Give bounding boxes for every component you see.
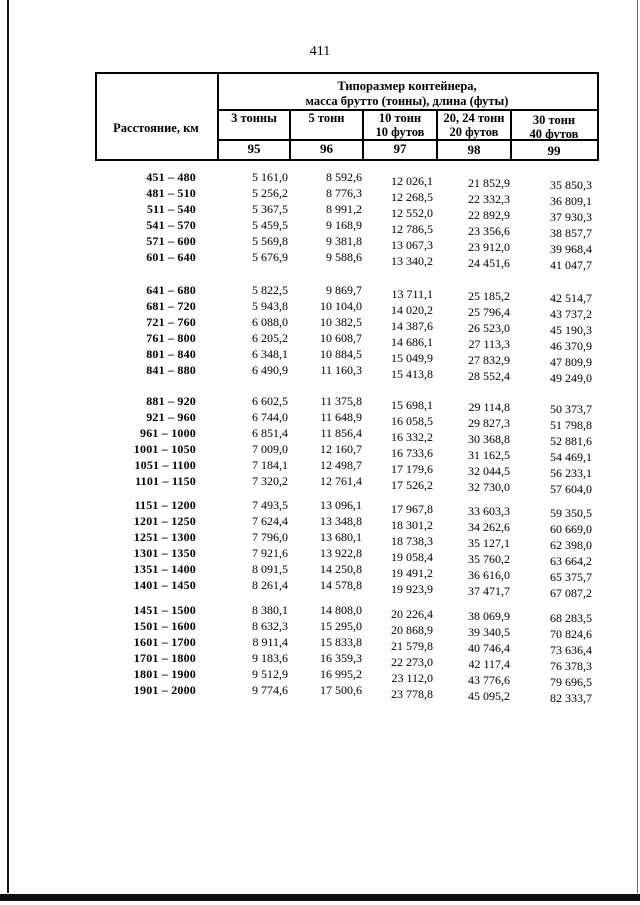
tariff-value: 9 869,7 [326,283,362,297]
column-header-3t: 3 тонны [231,111,277,125]
tariff-value: 8 592,6 [326,170,362,184]
distance-range: 1051 – 1100 [134,458,196,472]
tariff-value: 60 669,0 [550,522,592,536]
tariff-value: 57 604,0 [550,482,592,496]
tariff-value: 29 827,3 [468,416,510,430]
tariff-value: 19 923,9 [391,582,433,596]
distance-range: 541 – 570 [146,218,196,232]
distance-range: 481 – 510 [146,186,196,200]
column-code-96: 96 [320,141,333,156]
tariff-value: 14 686,1 [391,335,433,349]
tariff-value: 6 744,0 [252,410,288,424]
tariff-value: 31 162,5 [468,448,510,462]
tariff-value: 67 087,2 [550,586,592,600]
tariff-value: 10 104,0 [320,299,362,313]
distance-range: 921 – 960 [146,410,196,424]
tariff-value: 73 636,4 [550,643,592,657]
tariff-value: 13 340,2 [391,254,433,268]
tariff-value: 9 774,6 [252,683,288,697]
tariff-value: 15 833,8 [320,635,362,649]
tariff-value: 11 160,3 [320,363,362,377]
tariff-value: 76 378,3 [550,659,592,673]
tariff-value: 40 746,4 [468,641,510,655]
column-header-20t: 20, 24 тонн [443,111,505,125]
table-row [0,603,640,625]
tariff-value: 62 398,0 [550,538,592,552]
tariff-value: 21 852,9 [468,176,510,190]
table-row [0,170,640,192]
tariff-value: 6 851,4 [252,426,288,440]
column-header-10t: 10 тонн [378,111,422,125]
tariff-value: 23 356,6 [468,224,510,238]
scan-edge-bottom [0,894,640,901]
tariff-value: 16 058,5 [391,414,433,428]
column-header-30t: 30 тонн [532,113,576,127]
tariff-value: 9 183,6 [252,651,288,665]
tariff-value: 50 373,7 [550,402,592,416]
tariff-value: 12 498,7 [320,458,362,472]
table-row [0,202,640,224]
tariff-value: 54 469,1 [550,450,592,464]
tariff-value: 12 160,7 [320,442,362,456]
tariff-value: 15 413,8 [391,367,433,381]
tariff-value: 25 185,2 [468,289,510,303]
tariff-value: 10 884,5 [320,347,362,361]
tariff-value: 41 047,7 [550,258,592,272]
table-row [0,530,640,552]
tariff-value: 70 824,6 [550,627,592,641]
table-row [0,442,640,464]
tariff-value: 39 968,4 [550,242,592,256]
tariff-value: 7 796,0 [252,530,288,544]
tariff-value: 45 190,3 [550,323,592,337]
table-row [0,562,640,584]
tariff-value: 12 552,0 [391,206,433,220]
table-row [0,667,640,689]
table-row [0,514,640,536]
tariff-value: 13 711,1 [391,287,433,301]
distance-column-header: Расстояние, км [113,121,199,135]
table-row [0,234,640,256]
distance-range: 761 – 800 [146,331,196,345]
tariff-value: 18 301,2 [391,518,433,532]
tariff-value: 7 320,2 [252,474,288,488]
table-row [0,331,640,353]
tariff-value: 42 514,7 [550,291,592,305]
table-row [0,426,640,448]
tariff-value: 68 283,5 [550,611,592,625]
tariff-value: 38 857,7 [550,226,592,240]
tariff-value: 59 350,5 [550,506,592,520]
tariff-value: 16 995,2 [320,667,362,681]
table-row [0,347,640,369]
tariff-value: 12 786,5 [391,222,433,236]
tariff-value: 17 526,2 [391,478,433,492]
tariff-value: 15 049,9 [391,351,433,365]
tariff-value: 7 493,5 [252,498,288,512]
tariff-value: 35 760,2 [468,552,510,566]
distance-range: 1901 – 2000 [133,683,196,697]
tariff-value: 10 382,5 [320,315,362,329]
distance-range: 571 – 600 [146,234,196,248]
distance-range: 641 – 680 [146,283,196,297]
tariff-value: 17 500,6 [320,683,362,697]
distance-range: 721 – 760 [146,315,196,329]
tariff-value: 65 375,7 [550,570,592,584]
table-row [0,474,640,496]
tariff-value: 38 069,9 [468,609,510,623]
group-title-line1: Типоразмер контейнера, [337,79,477,93]
distance-range: 1451 – 1500 [133,603,196,617]
distance-range: 511 – 540 [146,202,196,216]
tariff-value: 8 776,3 [326,186,362,200]
tariff-value: 43 776,6 [468,673,510,687]
tariff-value: 16 332,2 [391,430,433,444]
tariff-value: 37 471,7 [468,584,510,598]
tariff-value: 23 778,8 [391,687,433,701]
tariff-value: 14 387,6 [391,319,433,333]
tariff-value: 23 112,0 [391,671,433,685]
page-number: 411 [309,44,331,59]
distance-range: 1251 – 1300 [133,530,196,544]
tariff-value: 30 368,8 [468,432,510,446]
tariff-value: 12 761,4 [320,474,362,488]
tariff-value: 33 603,3 [468,504,510,518]
tariff-value: 13 096,1 [320,498,362,512]
tariff-value: 15 295,0 [320,619,362,633]
column-code-97: 97 [393,141,407,156]
tariff-value: 8 991,2 [326,202,362,216]
tariff-value: 82 333,7 [550,691,592,705]
tariff-value: 14 250,8 [320,562,362,576]
tariff-value: 7 184,1 [252,458,288,472]
table-row [0,546,640,568]
tariff-value: 13 922,8 [320,546,362,560]
distance-range: 1601 – 1700 [133,635,196,649]
distance-range: 1701 – 1800 [133,651,196,665]
tariff-value: 20 226,4 [391,607,433,621]
table-row [0,394,640,416]
tariff-value: 15 698,1 [391,398,433,412]
tariff-value: 6 602,5 [252,394,288,408]
distance-range: 451 – 480 [146,170,196,184]
tariff-value: 45 095,2 [468,689,510,703]
tariff-value: 13 067,3 [391,238,433,252]
tariff-value: 9 168,9 [326,218,362,232]
tariff-value: 17 967,8 [391,502,433,516]
tariff-value: 47 809,9 [550,355,592,369]
tariff-value: 11 856,4 [320,426,362,440]
tariff-value: 22 892,9 [468,208,510,222]
table-row [0,283,640,305]
tariff-value: 7 009,0 [252,442,288,456]
tariff-value: 22 273,0 [391,655,433,669]
table-row [0,635,640,657]
table-row [0,250,640,272]
tariff-value: 5 569,8 [252,234,288,248]
tariff-value: 7 624,4 [252,514,288,528]
tariff-value: 6 348,1 [252,347,288,361]
distance-range: 801 – 840 [146,347,196,361]
column-header-30t-length: 40 футов [529,127,579,141]
tariff-value: 56 233,1 [550,466,592,480]
table-row [0,299,640,321]
tariff-value: 36 616,0 [468,568,510,582]
distance-range: 881 – 920 [146,394,196,408]
tariff-value: 9 588,6 [326,250,362,264]
tariff-value: 7 921,6 [252,546,288,560]
tariff-value: 28 552,4 [468,369,510,383]
column-code-99: 99 [547,143,561,158]
tariff-value: 19 491,2 [391,566,433,580]
tariff-value: 8 261,4 [252,578,288,592]
tariff-value: 29 114,8 [468,400,510,414]
tariff-value: 14 578,8 [320,578,362,592]
tariff-value: 18 738,3 [391,534,433,548]
tariff-value: 51 798,8 [550,418,592,432]
tariff-value: 12 026,1 [391,174,433,188]
tariff-value: 9 512,9 [252,667,288,681]
tariff-value: 35 127,1 [468,536,510,550]
tariff-value: 14 020,2 [391,303,433,317]
tariff-value: 6 490,9 [252,363,288,377]
tariff-value: 42 117,4 [468,657,510,671]
tariff-value: 27 113,3 [468,337,510,351]
tariff-value: 8 091,5 [252,562,288,576]
distance-range: 841 – 880 [146,363,196,377]
tariff-value: 16 359,3 [320,651,362,665]
tariff-value: 25 796,4 [468,305,510,319]
tariff-value: 8 632,3 [252,619,288,633]
tariff-value: 27 832,9 [468,353,510,367]
column-code-95: 95 [247,141,261,156]
tariff-value: 13 680,1 [320,530,362,544]
tariff-value: 6 205,2 [252,331,288,345]
distance-range: 1401 – 1450 [133,578,196,592]
tariff-value: 26 523,0 [468,321,510,335]
distance-range: 681 – 720 [146,299,196,313]
column-header-10t-length: 10 футов [375,125,425,139]
tariff-value: 5 256,2 [252,186,288,200]
table-row [0,578,640,600]
tariff-value: 8 380,1 [252,603,288,617]
tariff-value: 13 348,8 [320,514,362,528]
tariff-value: 37 930,3 [550,210,592,224]
tariff-value: 24 451,6 [468,256,510,270]
tariff-value: 8 911,4 [252,635,288,649]
tariff-value: 21 579,8 [391,639,433,653]
tariff-value: 5 161,0 [252,170,288,184]
tariff-value: 35 850,3 [550,178,592,192]
column-header-20t-length: 20 футов [449,125,499,139]
tariff-value: 32 730,0 [468,480,510,494]
distance-range: 1151 – 1200 [134,498,196,512]
table-row [0,186,640,208]
tariff-value: 14 808,0 [320,603,362,617]
tariff-value: 6 088,0 [252,315,288,329]
distance-range: 961 – 1000 [140,426,196,440]
table-row [0,651,640,673]
distance-range: 1501 – 1600 [133,619,196,633]
tariff-value: 5 459,5 [252,218,288,232]
tariff-value: 9 381,8 [326,234,362,248]
distance-range: 601 – 640 [146,250,196,264]
distance-range: 1301 – 1350 [133,546,196,560]
tariff-value: 43 737,2 [550,307,592,321]
column-header-5t: 5 тонн [308,111,345,125]
tariff-value: 10 608,7 [320,331,362,345]
table-row [0,683,640,705]
distance-range: 1001 – 1050 [133,442,196,456]
tariff-value: 5 943,8 [252,299,288,313]
tariff-value: 32 044,5 [468,464,510,478]
tariff-value: 19 058,4 [391,550,433,564]
table-row [0,619,640,641]
tariff-value: 11 648,9 [320,410,362,424]
group-title-line2: масса брутто (тонны), длина (футы) [305,94,509,108]
column-code-98: 98 [467,142,481,157]
table-row [0,498,640,520]
table-row [0,458,640,480]
tariff-value: 39 340,5 [468,625,510,639]
tariff-value: 36 809,1 [550,194,592,208]
table-row [0,218,640,240]
tariff-value: 17 179,6 [391,462,433,476]
table-row [0,315,640,337]
distance-range: 1351 – 1400 [133,562,196,576]
distance-range: 1801 – 1900 [133,667,196,681]
tariff-value: 12 268,5 [391,190,433,204]
tariff-value: 5 367,5 [252,202,288,216]
tariff-value: 34 262,6 [468,520,510,534]
tariff-value: 5 822,5 [252,283,288,297]
tariff-value: 79 696,5 [550,675,592,689]
tariff-value: 52 881,6 [550,434,592,448]
tariff-value: 46 370,9 [550,339,592,353]
tariff-value: 20 868,9 [391,623,433,637]
tariff-value: 23 912,0 [468,240,510,254]
tariff-value: 63 664,2 [550,554,592,568]
distance-range: 1201 – 1250 [133,514,196,528]
distance-range: 1101 – 1150 [135,474,196,488]
table-row [0,410,640,432]
table-row [0,363,640,385]
tariff-value: 49 249,0 [550,371,592,385]
tariff-value: 16 733,6 [391,446,433,460]
tariff-value: 22 332,3 [468,192,510,206]
tariff-value: 11 375,8 [320,394,362,408]
tariff-value: 5 676,9 [252,250,288,264]
